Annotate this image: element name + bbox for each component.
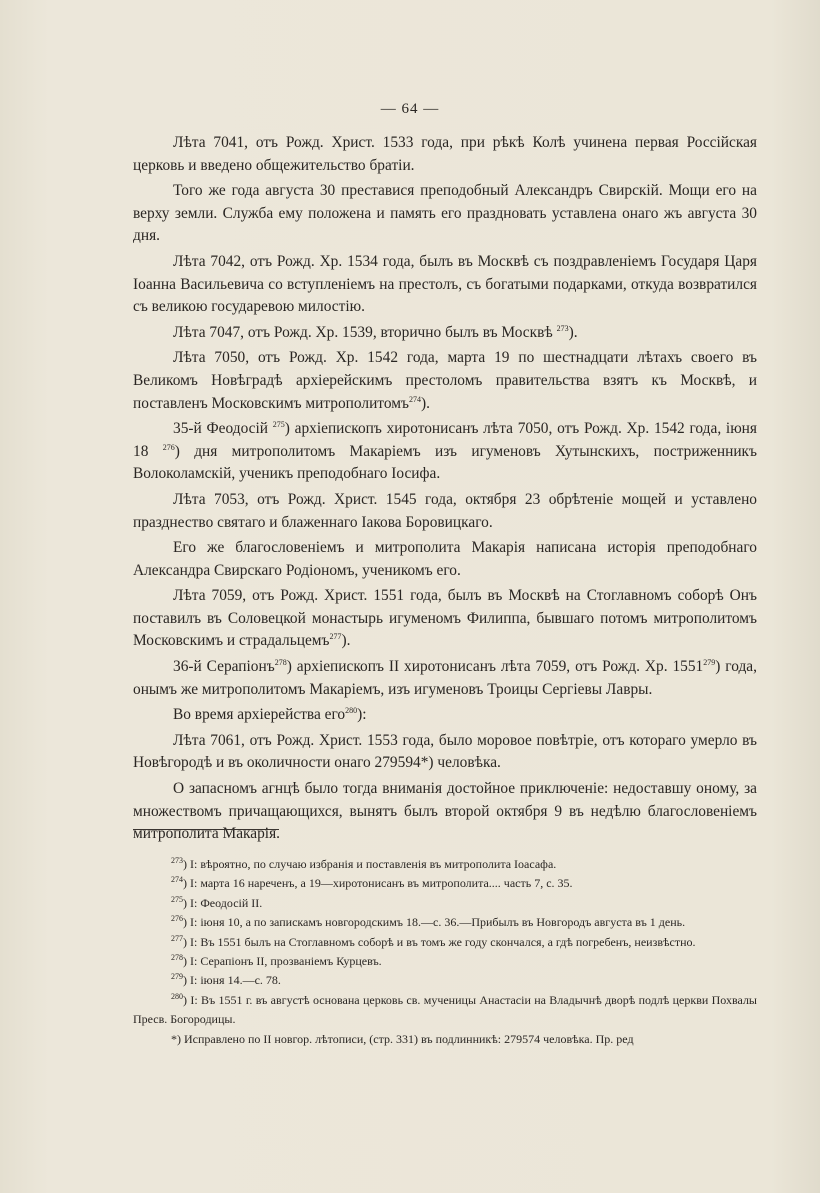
paragraph-text: Лѣта 7059, отъ Рожд. Христ. 1551 года, былъ въ Москвѣ на Стоглавномъ соборѣ Онъ поставилъ въ Соловецкой монастырь игуменомъ Филиппа, бывшаго потомъ митрополитомъ Московскимъ и страдальцемъ (133, 587, 757, 650)
paragraph-text: Во время архiерейства его (173, 706, 346, 724)
paragraph (133, 347, 757, 415)
footnote-number: 279 (171, 972, 183, 982)
footnote (133, 971, 757, 990)
footnote-text: ) I: Въ 1551 былъ на Стоглавномъ соборѣ и въ томъ же году скончался, а гдѣ погребенъ, неизвѣстно. (183, 934, 696, 949)
paragraph-text: ): (357, 706, 367, 724)
footnote-separator (133, 829, 279, 830)
paragraph-text: ). (341, 632, 351, 650)
paragraph (133, 730, 757, 775)
paragraph-text: 35-й Феодосiй (173, 420, 273, 438)
paragraph-text: Его же благословенiемъ и митрополита Макарiя написана исторiя преподобнаго Александра Свирскаго Родiономъ, ученикомъ его. (133, 539, 757, 579)
footnote (133, 1030, 757, 1049)
footnote (133, 855, 757, 874)
footnote (133, 952, 757, 971)
footnote-number: 278 (171, 953, 183, 963)
footnote (133, 933, 757, 952)
footnote (133, 894, 757, 913)
footnote (133, 991, 757, 1030)
footnotes (133, 855, 757, 1049)
main-text (133, 132, 757, 849)
paragraph-text: Лѣта 7053, отъ Рожд. Христ. 1545 года, октября 23 обрѣтенiе мощей и уставлено празднество святаго и блаженнаго Iакова Боровицкаго. (133, 490, 757, 531)
footnote-ref: 276 (162, 442, 175, 452)
footnote-number: 273 (171, 856, 183, 865)
footnote (133, 874, 757, 893)
paragraph-text: ). (420, 394, 430, 412)
footnote-ref: 279 (703, 658, 716, 668)
footnote-ref: 280 (345, 706, 358, 716)
footnote-number: 276 (171, 914, 183, 924)
paragraph (133, 537, 757, 582)
paragraph-text: О запасномъ агнцѣ было тогда вниманiя достойное приключенiе: недоставшу оному, за множествомъ причащающихся, вынятъ былъ второй октября 9 въ недѣлю благословенiемъ митрополита Макарiя. (133, 780, 757, 843)
footnote-ref: 273 (556, 323, 569, 333)
paragraph-text: ). (568, 323, 578, 341)
paragraph (133, 778, 757, 846)
paragraph (133, 251, 757, 319)
footnote-ref: 274 (408, 394, 421, 404)
footnote (133, 913, 757, 932)
footnote-text: ) I: вѣроятно, по случаю избранiя и поставленiя въ митрополита Iоасафа. (183, 857, 557, 871)
footnote-number: 280 (171, 991, 183, 1001)
paragraph (133, 418, 757, 486)
paragraph-text: ) года, онымъ же митрополитомъ Макарiемъ, изъ игуменовъ Троицы Сергiевы Лавры. (133, 658, 757, 698)
footnote-text: ) I: iюня 10, а по запискамъ новгородскимъ 18.—с. 36.—Прибылъ въ Новгородъ августа въ 1 день. (183, 915, 686, 930)
paragraph (133, 704, 757, 727)
footnote-ref: 275 (272, 420, 285, 430)
footnote-number: 275 (171, 894, 183, 904)
paragraph-text: Лѣта 7041, отъ Рожд. Христ. 1533 года, при рѣкѣ Колѣ учинена первая Россiйская церковь и введено общежительство братiи. (133, 134, 757, 174)
paragraph (133, 322, 757, 345)
paragraph (133, 180, 757, 248)
footnote-text: ) I: Въ 1551 г. въ августѣ основана церковь св. мученицы Анастасiи на Владычнѣ дворѣ подлѣ церкви Похвалы Пресв. Богородицы. (133, 992, 757, 1027)
paragraph-text: Того же года августа 30 преставися преподобный Александръ Свирскiй. Мощи его на верху земли. Служба ему положена и память его праздновать уставлена онаго жъ августа 30 дня. (133, 182, 757, 245)
footnote-text: ) I: Феодосiй II. (183, 895, 263, 910)
paragraph (133, 656, 757, 701)
paragraph-text: ) архiепископъ II хиротонисанъ лѣта 7059, отъ Рожд. Хр. 1551 (286, 658, 704, 676)
footnote-text: ) I: iюня 14.—с. 78. (183, 973, 281, 988)
footnote-number: 274 (171, 875, 183, 885)
footnote-ref: 277 (329, 632, 342, 642)
footnote-number: 277 (171, 933, 183, 943)
paragraph-text: ) дня митрополитомъ Макарiемъ изъ игуменовъ Хутынскихъ, постриженникъ Волоколамскiй, ученикъ преподобнаго Iосифа. (133, 442, 757, 483)
paragraph (133, 132, 757, 177)
paragraph (133, 489, 757, 534)
footnote-text: *) Исправлено по II новгор. лѣтописи, (стр. 331) въ подлинникѣ: 279574 человѣка. Пр. ред (171, 1031, 634, 1046)
footnote-text: ) I: марта 16 нареченъ, а 19—хиротонисанъ въ митрополита.... часть 7, с. 35. (183, 876, 573, 891)
paragraph-text: Лѣта 7047, отъ Рожд. Хр. 1539, вторично былъ въ Москвѣ (173, 323, 557, 341)
paragraph (133, 585, 757, 653)
footnote-text: ) I: Серапiонъ II, прозванiемъ Курцевъ. (183, 954, 382, 969)
paragraph-text: Лѣта 7042, отъ Рожд. Хр. 1534 года, былъ въ Москвѣ съ поздравленiемъ Государя Царя Iоанна Васильевича со вступленiемъ на престолъ, съ богатыми подарками, откуда возвратился съ великою государевою милостiю. (133, 252, 757, 316)
page-number: — 64 — (380, 101, 440, 117)
paragraph-text: Лѣта 7050, отъ Рожд. Хр. 1542 года, марта 19 по шестнадцати лѣтахъ своего въ Великомъ Новѣградѣ архiерейскимъ престоломъ правительства взятъ къ Москвѣ, и поставленъ Московскимъ митрополитомъ (133, 349, 757, 412)
paragraph-text: Лѣта 7061, отъ Рожд. Христ. 1553 года, было моровое повѣтрiе, отъ котораго умерло въ Новѣгородѣ и въ околичности онаго 279594*) человѣка. (133, 731, 757, 772)
paragraph-text: ) архiепископъ хиротонисанъ лѣта 7050, отъ Рожд. Хр. 1542 года, iюня 18 (133, 420, 758, 460)
paragraph-text: 36-й Серапiонъ (173, 658, 275, 676)
footnote-ref: 278 (274, 658, 287, 668)
